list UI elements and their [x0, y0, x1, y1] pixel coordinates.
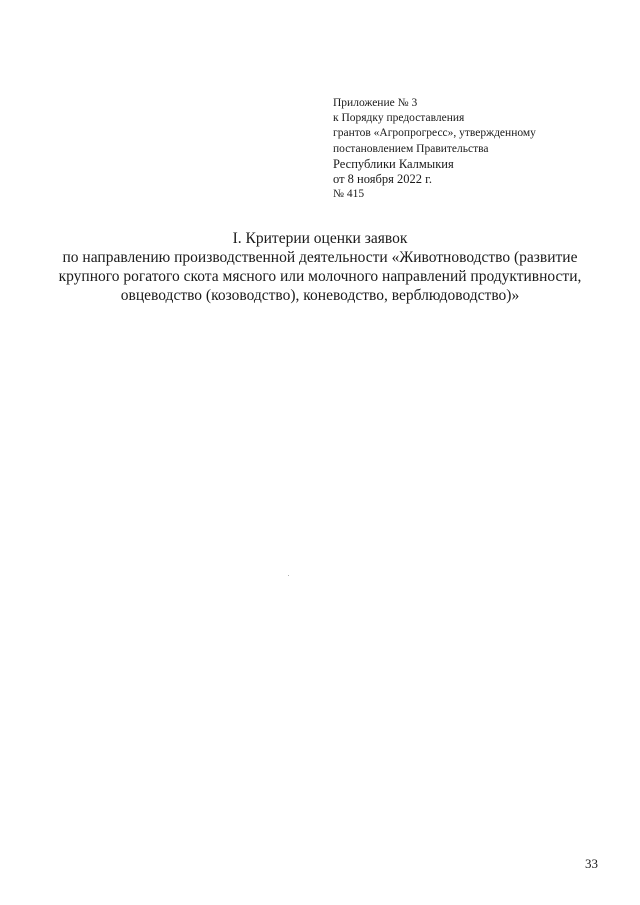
appendix-line-procedure: к Порядку предоставления [333, 112, 465, 125]
appendix-line-resolution: постановлением Правительства [333, 142, 489, 155]
page-number: 33 [585, 856, 598, 871]
title-line-3: крупного рогатого скота мясного или молочного направлений продуктивности, [58, 268, 582, 285]
scan-speck [288, 575, 289, 576]
appendix-line-grants: грантов «Агропрогресс», утвержденному [333, 127, 536, 140]
title-heading: I. Критерии оценки заявок [232, 230, 408, 247]
appendix-line-republic: Республики Калмыкия [333, 156, 454, 171]
appendix-line-date: от 8 ноября 2022 г. [333, 172, 432, 187]
appendix-header [333, 96, 623, 202]
appendix-line-number: Приложение № 3 [333, 97, 418, 109]
title-line-2: по направлению производственной деятельности «Животноводство (развитие [62, 249, 578, 266]
appendix-line-doc-number: № 415 [333, 188, 365, 201]
title-line-4: овцеводство (козоводство), коневодство, верблюдоводство)» [120, 287, 520, 304]
document-title [40, 229, 600, 305]
